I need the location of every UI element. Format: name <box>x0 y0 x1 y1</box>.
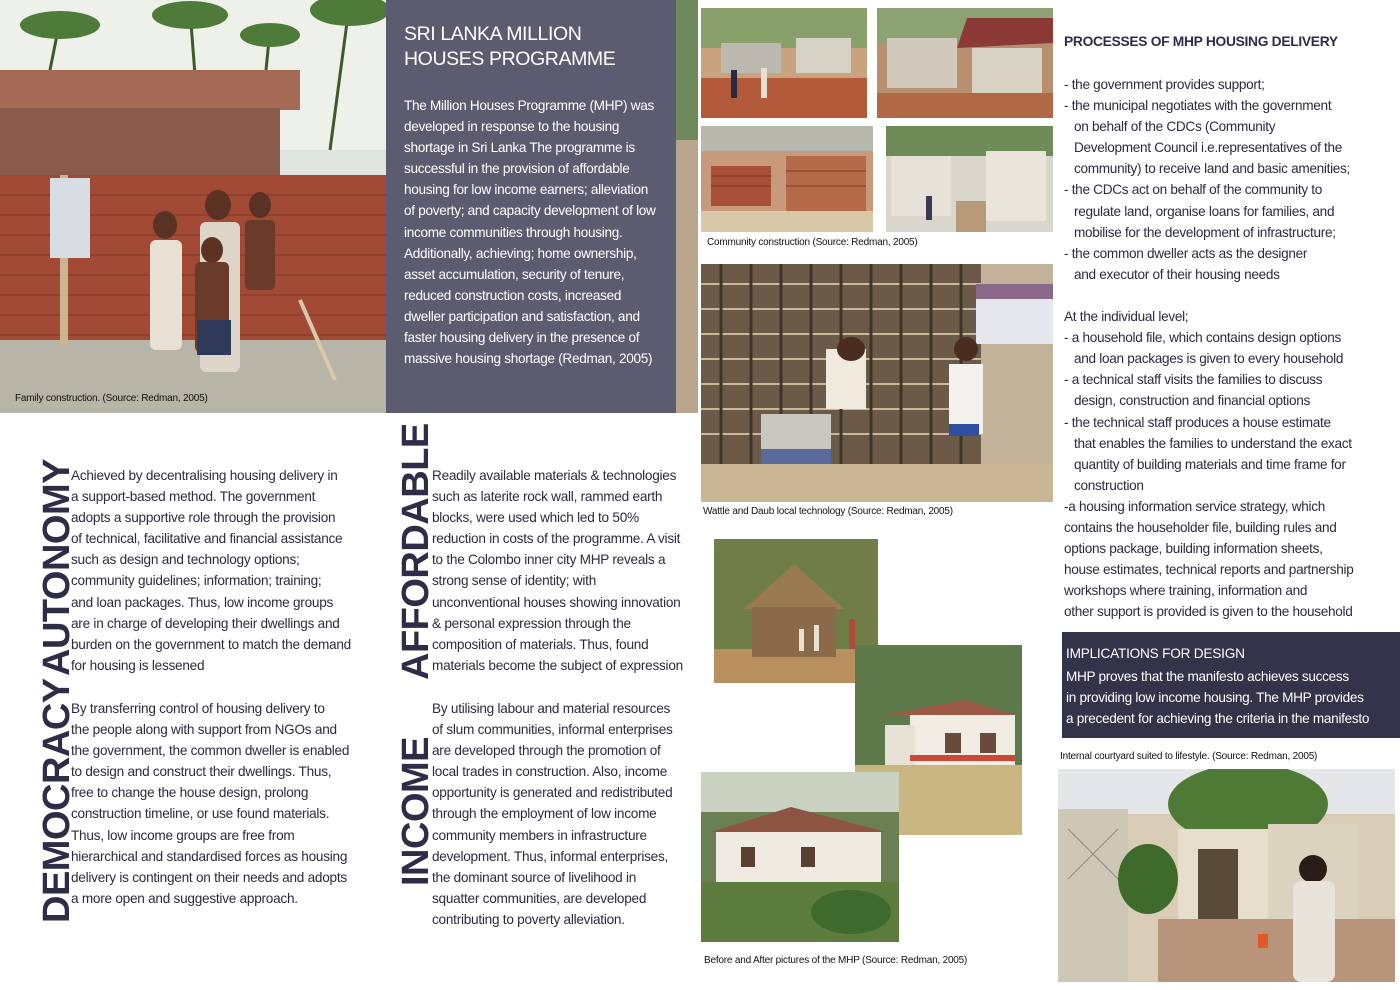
autonomy-line: for housing is lessened <box>71 657 205 673</box>
affordable-line: Readily available materials & technologies <box>432 468 677 483</box>
process-line: options package, building information sheets, <box>1064 541 1323 557</box>
democracy-line: a more open and suggestive approach. <box>71 890 298 906</box>
affordable-line: & personal expression through the <box>432 615 631 631</box>
intro-line: housing for low income earners; alleviation <box>404 182 649 198</box>
intro-line: Additionally, achieving; home ownership, <box>404 245 637 261</box>
affordable-line: strong sense of identity; with <box>432 573 597 589</box>
income-text <box>432 698 673 930</box>
intro-line: successful in the provision of affordable <box>404 161 630 177</box>
community-photo-3 <box>701 126 873 232</box>
intro-panel <box>386 0 676 413</box>
process-line: At the individual level; <box>1064 309 1189 325</box>
process-line: - a household file, which contains design options <box>1064 330 1341 346</box>
before-photo-hut <box>714 539 878 683</box>
implications-line: in providing low income housing. The MHP provides <box>1066 690 1364 706</box>
process-line: design, construction and financial options <box>1074 393 1311 409</box>
implications-line: a precedent for achieving the criteria in the manifesto <box>1066 711 1370 727</box>
autonomy-line: such as design and technology options; <box>71 552 300 568</box>
democracy-line: By transferring control of housing delivery to <box>71 701 325 716</box>
process-line: and executor of their housing needs <box>1074 266 1280 282</box>
family-construction-photo <box>0 0 386 413</box>
intro-body <box>404 95 656 369</box>
process-line: community) to receive land and basic amenities; <box>1074 161 1351 177</box>
democracy-line: hierarchical and standardised forces as housing <box>71 848 348 864</box>
autonomy-line: and loan packages. Thus, low income groups <box>71 594 334 610</box>
family-photo-caption: Family construction. (Source: Redman, 2005) <box>15 393 208 404</box>
democracy-line: to design and construct their dwellings. Thus, <box>71 764 332 780</box>
process-line: mobilise for the development of infrastructure; <box>1074 224 1336 240</box>
income-line: through the employment of low income <box>432 806 657 822</box>
after-photo-village <box>701 772 899 942</box>
income-line: opportunity is generated and redistributed <box>432 785 673 801</box>
process-line: - a technical staff visits the families to discuss <box>1064 372 1323 388</box>
intro-line: asset accumulation, security of tenure, <box>404 266 625 282</box>
autonomy-line: are in charge of developing their dwellings and <box>71 615 340 631</box>
intro-line: of poverty; and capacity development of low <box>404 203 656 219</box>
democracy-text <box>71 698 349 909</box>
income-line: development. Thus, informal enterprises, <box>432 848 669 864</box>
process-line: other support is provided is given to the household <box>1064 604 1353 620</box>
democracy-line: free to change the house design, prolong <box>71 785 309 801</box>
affordable-line: such as laterite rock wall, rammed earth <box>432 489 663 505</box>
affordable-line: materials become the subject of expression <box>432 657 683 673</box>
before-after-caption: Before and After pictures of the MHP (Source: Redman, 2005) <box>704 955 968 966</box>
income-label: INCOME <box>395 737 437 886</box>
processes-title: PROCESSES OF MHP HOUSING DELIVERY <box>1064 34 1338 49</box>
process-line: construction <box>1074 477 1144 493</box>
street-scene-strip <box>676 0 698 413</box>
autonomy-line: burden on the government to match the demand <box>71 636 351 652</box>
process-line: - the CDCs act on behalf of the community to <box>1064 182 1323 198</box>
implications-title: IMPLICATIONS FOR DESIGN <box>1066 646 1245 661</box>
implications-line: MHP proves that the manifesto achieves success <box>1066 669 1349 684</box>
intro-line: dweller participation and satisfaction, and <box>404 308 640 324</box>
affordable-label: AFFORDABLE <box>395 423 437 680</box>
income-line: contributing to poverty alleviation. <box>432 911 625 927</box>
autonomy-line: Achieved by decentralising housing delivery in <box>71 468 338 483</box>
process-line: - the common dweller acts as the designer <box>1064 245 1308 261</box>
intro-line: The Million Houses Programme (MHP) was <box>404 98 654 113</box>
income-line: are developed through the promotion of <box>432 743 661 759</box>
intro-title <box>404 22 615 72</box>
intro-line: massive housing shortage (Redman, 2005) <box>404 351 653 367</box>
community-photo-2 <box>877 8 1053 118</box>
process-line: - the government provides support; <box>1064 77 1265 92</box>
wattle-photo-caption: Wattle and Daub local technology (Source: Redman, 2005) <box>703 506 953 517</box>
democracy-line: construction timeline, or use found materials. <box>71 806 330 822</box>
intro-title-line: SRI LANKA MILLION <box>404 23 582 45</box>
autonomy-line: community guidelines; information; training; <box>71 573 322 589</box>
process-line: -a housing information service strategy, which <box>1064 498 1325 514</box>
income-line: the dominant source of livelihood in <box>432 869 637 885</box>
income-line: squatter communities, are developed <box>432 890 647 906</box>
autonomy-line: adopts a supportive role through the provision <box>71 510 336 526</box>
process-line <box>1064 285 1354 306</box>
courtyard-photo <box>1058 769 1395 982</box>
processes-list <box>1064 74 1354 622</box>
democracy-line: the government, the common dweller is enabled <box>71 743 350 759</box>
implications-panel <box>1062 632 1400 738</box>
process-line: house estimates, technical reports and partnership <box>1064 562 1354 578</box>
community-photo-caption: Community construction (Source: Redman, 2005) <box>707 237 918 248</box>
process-line: regulate land, organise loans for families, and <box>1074 203 1335 219</box>
process-line: - the technical staff produces a house estimate <box>1064 414 1331 430</box>
intro-line: faster housing delivery in the presence of <box>404 330 640 346</box>
intro-title-line: HOUSES PROGRAMME <box>404 48 616 70</box>
democracy-line: delivery is contingent on their needs and adopts <box>71 869 347 885</box>
income-line: of slum communities, informal enterprises <box>432 722 673 738</box>
income-line: community members in infrastructure <box>432 827 647 843</box>
affordable-line: blocks, were used which led to 50% <box>432 510 639 526</box>
process-line: Development Council i.e.representatives of the <box>1074 140 1343 156</box>
affordable-line: unconventional houses showing innovation <box>432 594 681 610</box>
intro-line: developed in response to the housing <box>404 119 620 135</box>
democracy-line: the people along with support from NGOs and <box>71 722 337 738</box>
community-photo-1 <box>701 8 867 118</box>
process-line: workshops where training, information and <box>1064 583 1308 599</box>
income-line: local trades in construction. Also, income <box>432 764 668 780</box>
autonomy-text <box>71 465 351 676</box>
autonomy-line: of technical, facilitative and financial assistance <box>71 531 343 547</box>
intro-line: reduced construction costs, increased <box>404 287 622 303</box>
process-line: that enables the families to understand the exact <box>1074 435 1352 451</box>
income-line: By utilising labour and material resources <box>432 701 671 716</box>
process-line: on behalf of the CDCs (Community <box>1074 119 1276 135</box>
affordable-line: composition of materials. Thus, found <box>432 636 649 652</box>
implications-body <box>1066 666 1369 729</box>
intro-line: shortage in Sri Lanka The programme is <box>404 140 635 156</box>
affordable-line: to the Colombo inner city MHP reveals a <box>432 552 666 568</box>
democracy-label: DEMOCRACY <box>36 678 78 923</box>
autonomy-line: a support-based method. The government <box>71 489 316 505</box>
community-photo-4 <box>886 126 1053 232</box>
democracy-line: Thus, low income groups are free from <box>71 827 295 843</box>
process-line: quantity of building materials and time frame for <box>1074 456 1346 472</box>
process-line: - the municipal negotiates with the government <box>1064 98 1332 114</box>
affordable-line: reduction in costs of the programme. A visit <box>432 531 681 547</box>
intro-line: income communities through housing. <box>404 224 623 240</box>
process-line: and loan packages is given to every household <box>1074 351 1344 367</box>
affordable-text <box>432 465 683 676</box>
courtyard-caption: Internal courtyard suited to lifestyle. (Source: Redman, 2005) <box>1060 751 1318 762</box>
process-line: contains the householder file, building rules and <box>1064 519 1337 535</box>
wattle-daub-photo <box>701 264 1053 502</box>
autonomy-label: AUTONOMY <box>36 459 78 676</box>
